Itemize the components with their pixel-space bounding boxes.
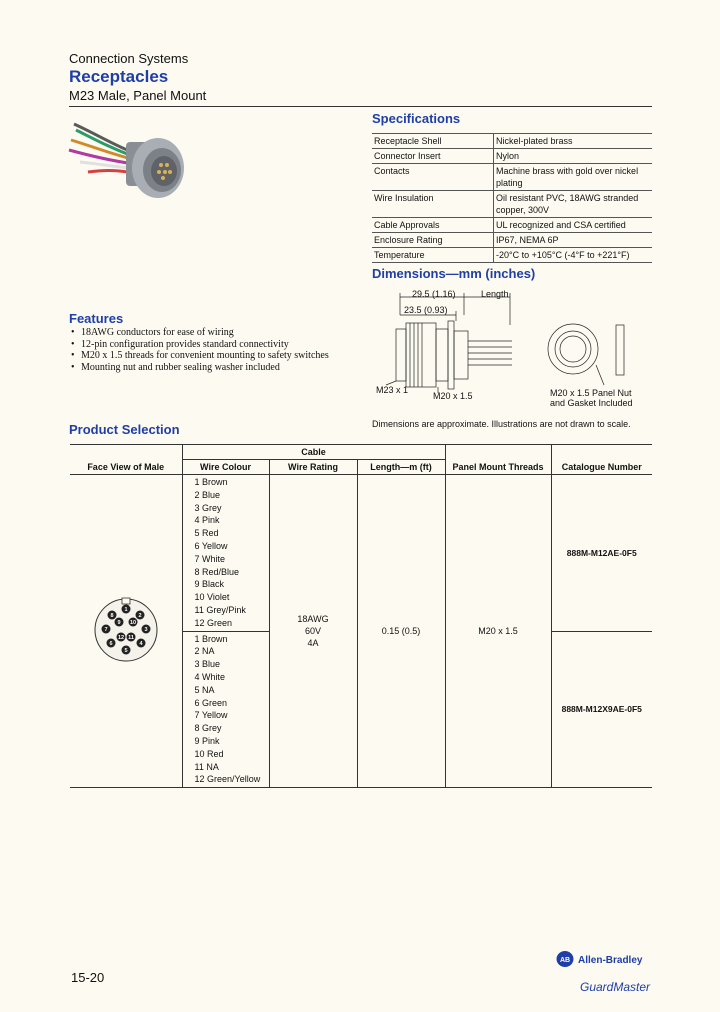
section-category: Connection Systems <box>69 51 189 66</box>
wire-entry: 1 Brown <box>194 633 228 644</box>
pin-label: 4 <box>139 641 143 648</box>
length-header: Length—m (ft) <box>357 460 445 475</box>
wire-entry: 8 Red/Blue <box>194 566 240 577</box>
spec-label: Cable Approvals <box>372 218 494 233</box>
dim-label-length-2: 23.5 (0.93) <box>404 305 448 315</box>
rating-awg: 18AWG <box>297 614 329 625</box>
wire-entry: 11 Grey/Pink <box>194 604 246 615</box>
spec-row <box>372 191 652 218</box>
wire-entry: 2 NA <box>194 646 215 657</box>
dim-label-thread-m20: M20 x 1.5 <box>433 391 473 401</box>
pin-label: 12 <box>117 635 124 642</box>
wire-entry: 10 Violet <box>194 592 230 603</box>
feature-item: • 12-pin configuration provides standard connectivity <box>69 339 329 351</box>
logo-badge-text: AB <box>559 957 571 964</box>
cable-header: Cable <box>182 445 445 460</box>
wire-entry: 4 White <box>194 671 226 682</box>
features-heading: Features <box>69 311 124 326</box>
product-photo <box>66 118 216 208</box>
face-view-header: Face View of Male <box>70 460 182 475</box>
wire-rating-header: Wire Rating <box>269 460 357 475</box>
pin-label: 1 <box>124 607 128 614</box>
catalogue-number: 888M-M12X9AE-0F5 <box>561 704 642 715</box>
pin-label: 9 <box>117 620 121 627</box>
wire-rating-cell <box>269 475 357 788</box>
dimensions-note: Dimensions are approximate. Illustrations are not drawn to scale. <box>372 419 631 429</box>
spec-row <box>372 149 652 164</box>
threads-header: Panel Mount Threads <box>445 460 551 475</box>
spec-value: Oil resistant PVC, 18AWG stranded copper, 300V <box>494 191 653 218</box>
wire-entry: 9 Black <box>194 579 225 590</box>
guardmaster-logo: GuardMaster <box>580 980 651 994</box>
dim-label-nut-2: and Gasket Included <box>550 398 633 408</box>
face-view-cell <box>70 475 182 788</box>
spec-row <box>372 218 652 233</box>
threads-cell: M20 x 1.5 <box>445 475 551 788</box>
page-title: Receptacles <box>69 67 169 86</box>
wire-entry: 5 NA <box>194 684 215 695</box>
specifications-table <box>372 133 652 263</box>
rating-current: 4A <box>307 638 319 649</box>
specifications-heading: Specifications <box>372 111 461 126</box>
wire-entry: 10 Red <box>194 748 224 759</box>
feature-item: • M20 x 1.5 threads for convenient mounting to safety switches <box>69 350 329 362</box>
wire-entry: 9 Pink <box>194 735 220 746</box>
page-subtitle: M23 Male, Panel Mount <box>69 88 207 103</box>
feature-item: • 18AWG conductors for ease of wiring <box>69 327 329 339</box>
wire-entry: 4 Pink <box>194 515 220 526</box>
spec-label: Contacts <box>372 164 494 191</box>
wire-entry: 7 White <box>194 553 226 564</box>
brand-name: Allen-Bradley <box>578 955 643 966</box>
wire-colour-header: Wire Colour <box>182 460 269 475</box>
dim-label-length-1: 29.5 (1.16) <box>412 289 456 299</box>
allen-bradley-logo <box>556 950 656 970</box>
length-cell: 0.15 (0.5) <box>357 475 445 788</box>
pin-label: 6 <box>109 641 113 648</box>
spec-label: Enclosure Rating <box>372 233 494 248</box>
pin-label: 8 <box>110 613 114 620</box>
spec-row <box>372 164 652 191</box>
wire-entry: 7 Yellow <box>194 710 228 721</box>
spec-value: -20°C to +105°C (-4°F to +221°F) <box>494 248 653 263</box>
pin-label: 7 <box>104 627 108 634</box>
spec-value: IP67, NEMA 6P <box>494 233 653 248</box>
pin-label: 5 <box>124 648 128 655</box>
rating-voltage: 60V <box>304 626 321 637</box>
dim-label-nut-1: M20 x 1.5 Panel Nut <box>550 388 632 398</box>
page-number: 15-20 <box>71 970 105 985</box>
wire-entry: 12 Green/Yellow <box>194 774 261 785</box>
spec-row <box>372 233 652 248</box>
wire-entry: 6 Yellow <box>194 540 228 551</box>
spec-value: UL recognized and CSA certified <box>494 218 653 233</box>
wire-colour-list-2 <box>182 631 269 788</box>
wire-colour-list-1 <box>182 475 269 632</box>
spec-row <box>372 134 652 149</box>
dimension-drawing <box>360 285 652 413</box>
wire-entry: 12 Green <box>194 617 233 628</box>
wire-entry: 5 Red <box>194 528 219 539</box>
pin-label: 2 <box>138 613 142 620</box>
wire-entry: 1 Brown <box>194 477 228 487</box>
catalogue-header: Catalogue Number <box>561 461 642 472</box>
dim-label-thread-m23: M23 x 1 <box>376 385 409 395</box>
spec-label: Receptacle Shell <box>372 134 494 149</box>
dimensions-heading: Dimensions—mm (inches) <box>372 266 536 281</box>
spec-value: Machine brass with gold over nickel plating <box>494 164 653 191</box>
wire-entry: 3 Grey <box>194 502 222 513</box>
spec-value: Nickel-plated brass <box>494 134 653 149</box>
wire-entry: 11 NA <box>194 761 219 772</box>
dim-label-length: Length <box>481 289 509 299</box>
catalogue-number: 888M-M12AE-0F5 <box>551 475 652 632</box>
spec-label: Temperature <box>372 248 494 263</box>
pin-label: 3 <box>144 627 148 634</box>
wire-entry: 3 Blue <box>194 659 221 670</box>
pin-label: 10 <box>129 620 136 627</box>
pin-face-diagram <box>93 597 159 663</box>
spec-value: Nylon <box>494 149 653 164</box>
spec-label: Connector Insert <box>372 149 494 164</box>
features-list <box>69 327 329 373</box>
wire-entry: 8 Grey <box>194 723 222 734</box>
spec-row <box>372 248 652 263</box>
spec-label: Wire Insulation <box>372 191 494 218</box>
product-selection-heading: Product Selection <box>69 422 180 437</box>
wire-entry: 6 Green <box>194 697 228 708</box>
pin-label: 11 <box>127 635 134 642</box>
wire-entry: 2 Blue <box>194 489 221 500</box>
header-divider <box>69 106 652 107</box>
product-selection-table <box>70 444 652 788</box>
feature-item: • Mounting nut and rubber sealing washer included <box>69 362 329 374</box>
